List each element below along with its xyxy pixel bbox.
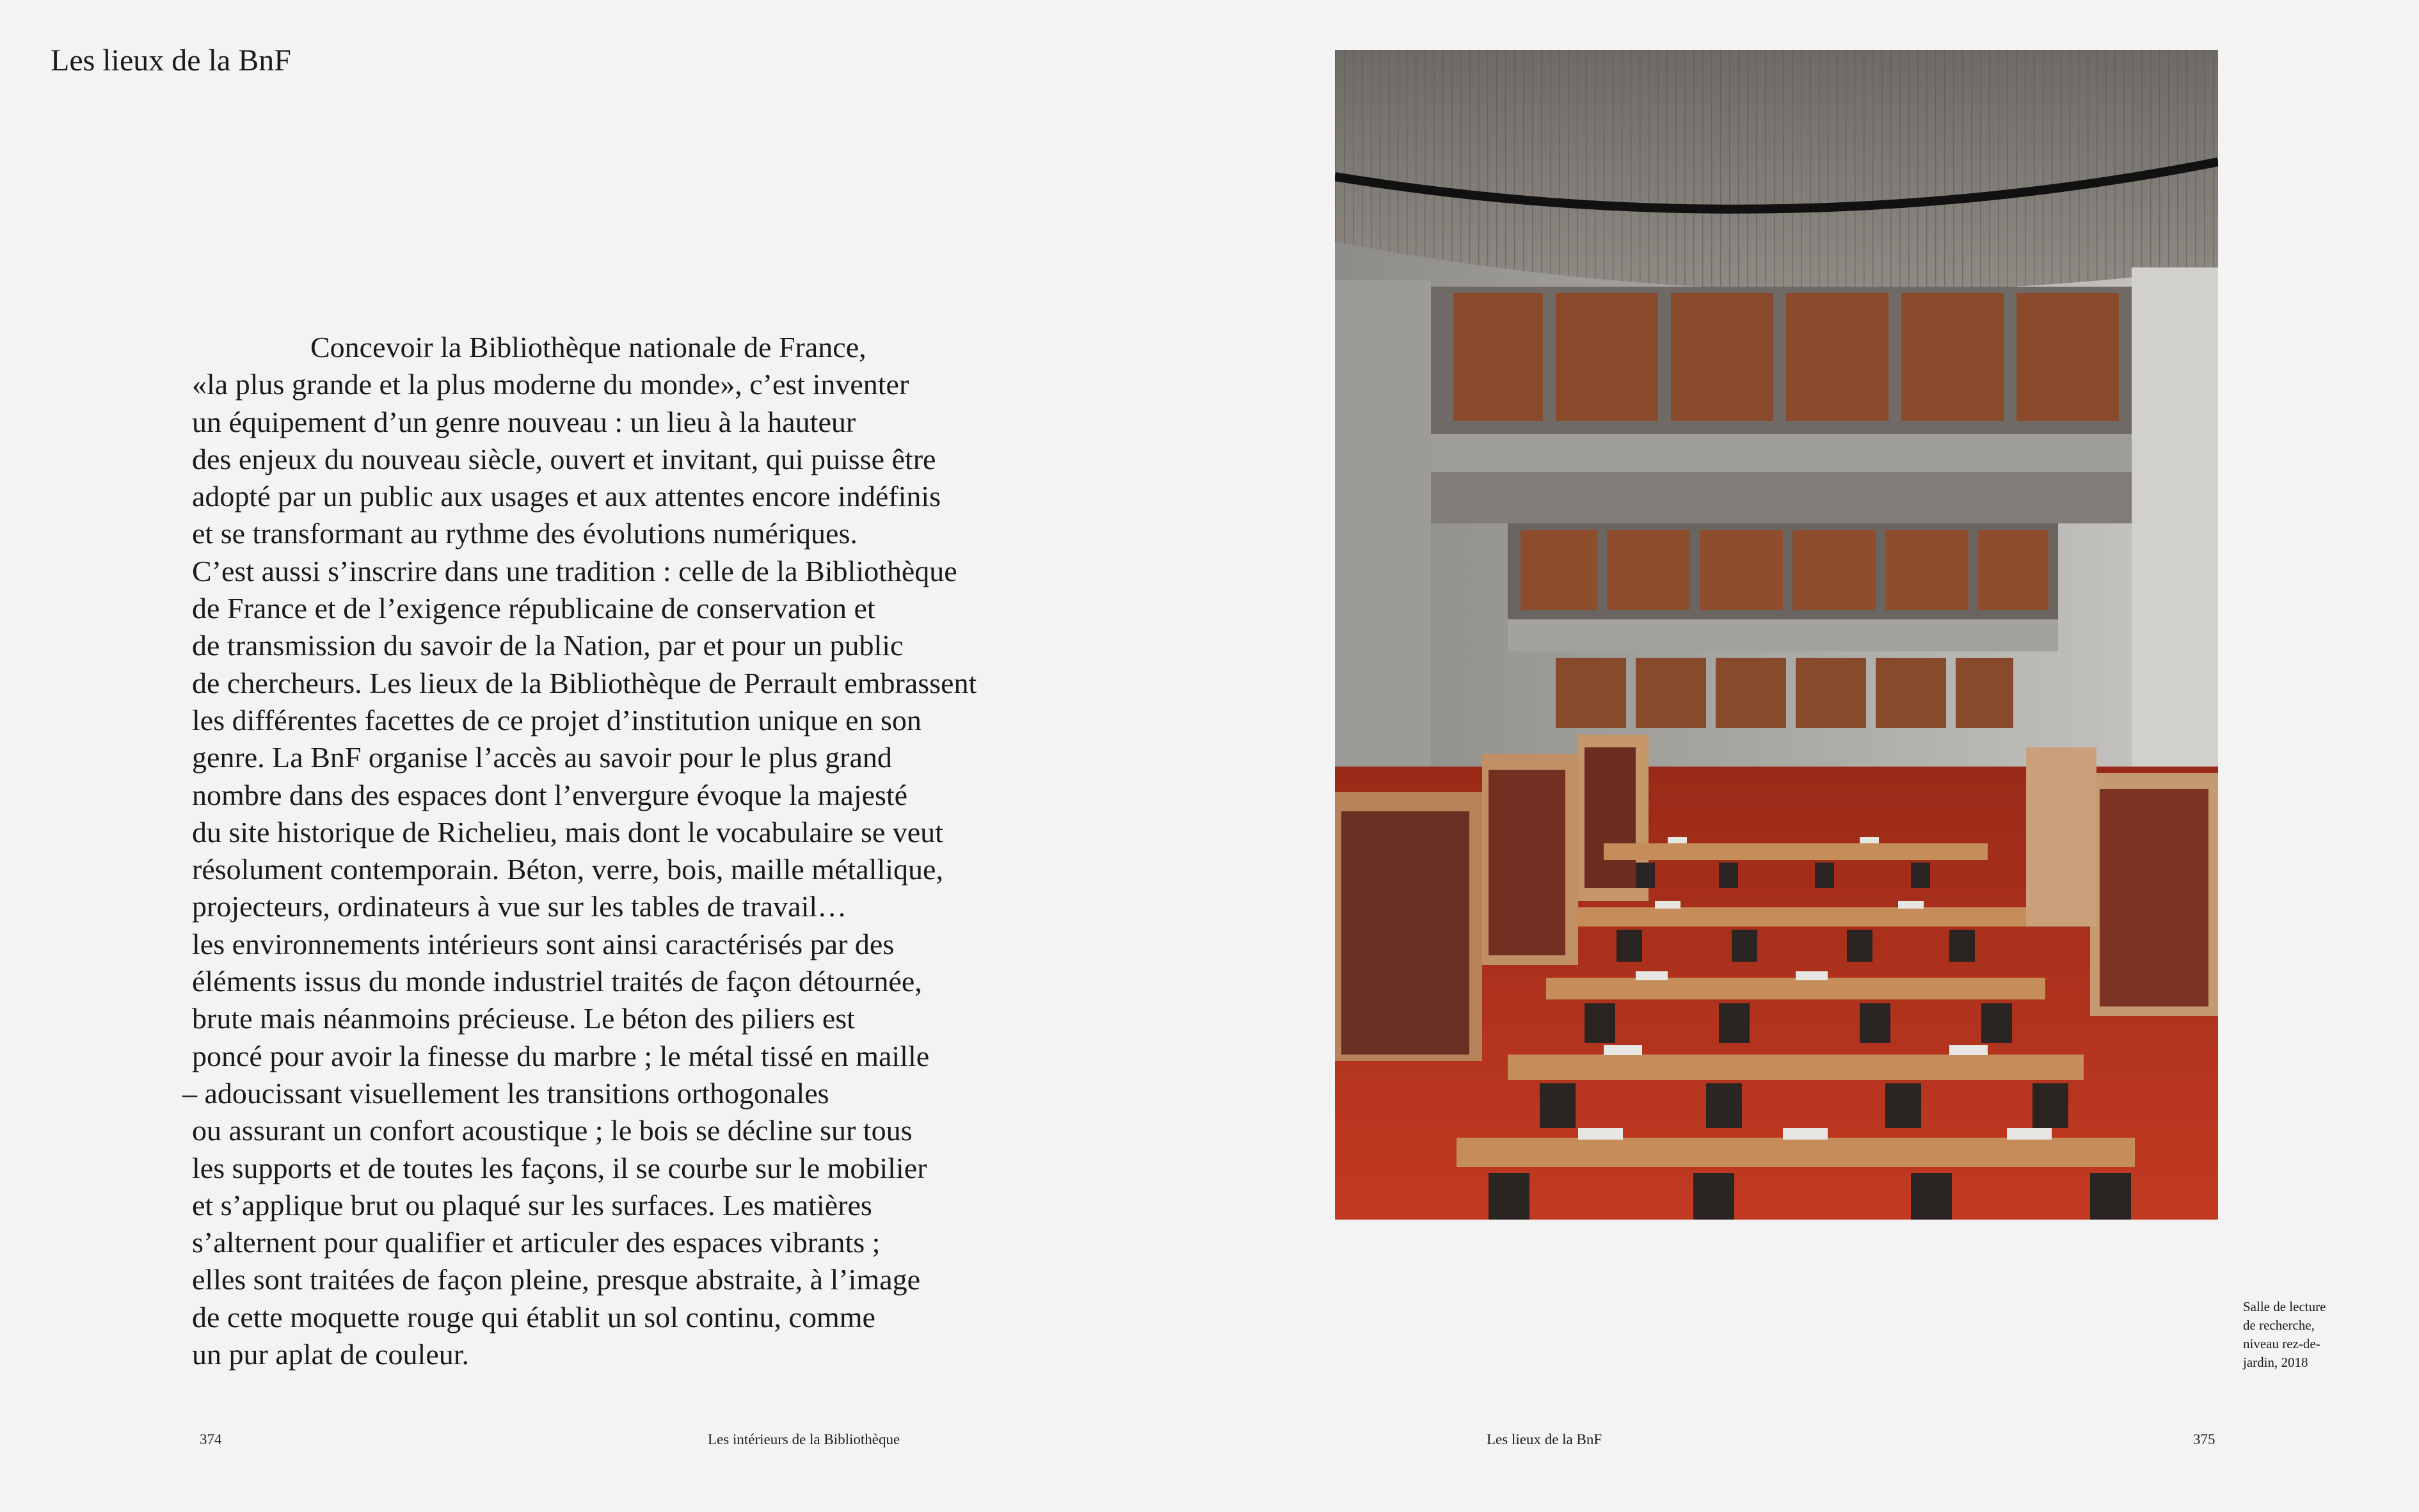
text-line: – adoucissant visuellement les transitions orthogonales [182,1076,829,1110]
text-line: les supports et de toutes les façons, il se courbe sur le mobilier [192,1151,927,1184]
photo-caption [2243,1298,2371,1372]
text-line: brute mais néanmoins précieuse. Le béton des piliers est [192,1002,855,1035]
text-line: de France et de l’exigence républicaine de conservation et [192,592,875,625]
footer-title-right: Les lieux de la BnF [1487,1431,1602,1447]
text-line: les environnements intérieurs sont ainsi caractérisés par des [192,927,895,960]
text-line: éléments issus du monde industriel traités de façon détournée, [192,965,922,998]
text-line: de transmission du savoir de la Nation, par et pour un public [192,629,904,662]
text-line: adopté par un public aux usages et aux attentes encore indéfinis [192,480,941,513]
reading-room-photo [1335,50,2218,1220]
text-line: poncé pour avoir la finesse du marbre ; le métal tissé en maille [192,1039,930,1072]
text-line: et se transformant au rythme des évolutions numériques. [192,517,858,550]
text-line: et s’applique brut ou plaqué sur les surfaces. Les matières [192,1188,872,1222]
text-line: Concevoir la Bibliothèque nationale de France, [310,331,866,363]
page-number-left: 374 [200,1431,222,1447]
text-line: des enjeux du nouveau siècle, ouvert et invitant, qui puisse être [192,442,936,475]
text-line: ou assurant un confort acoustique ; le bois se décline sur tous [192,1114,913,1147]
caption-line: jardin, 2018 [2243,1355,2308,1370]
reading-room-illustration [1335,50,2218,1220]
text-line: de chercheurs. Les lieux de la Bibliothèque de Perrault embrassent [192,666,977,699]
running-title: Les lieux de la BnF [51,44,291,77]
text-line: un pur aplat de couleur. [192,1338,470,1371]
text-line: C’est aussi s’inscrire dans une tradition : celle de la Bibliothèque [192,554,957,587]
text-line: nombre dans des espaces dont l’envergure évoque la majesté [192,778,908,811]
caption-line: de recherche, [2243,1317,2315,1333]
text-line: résolument contemporain. Béton, verre, bois, maille métallique, [192,853,943,886]
caption-line: niveau rez-de- [2243,1336,2320,1351]
page-number-right: 375 [2193,1431,2215,1447]
caption-line: Salle de lecture [2243,1299,2326,1314]
text-line: les différentes facettes de ce projet d’institution unique en son [192,703,922,736]
text-line: du site historique de Richelieu, mais dont le vocabulaire se veut [192,815,943,848]
text-line: genre. La BnF organise l’accès au savoir pour le plus grand [192,741,892,774]
text-line: elles sont traitées de façon pleine, presque abstraite, à l’image [192,1263,921,1296]
text-line: de cette moquette rouge qui établit un sol continu, comme [192,1300,875,1333]
body-text [182,329,1126,1373]
text-line: projecteurs, ordinateurs à vue sur les tables de travail… [192,890,847,923]
text-line: s’alternent pour qualifier et articuler des espaces vibrants ; [192,1226,881,1259]
text-line: un équipement d’un genre nouveau : un lieu à la hauteur [192,405,856,438]
text-line: «la plus grande et la plus moderne du monde», c’est inventer [192,368,909,401]
footer-title-left: Les intérieurs de la Bibliothèque [708,1431,900,1447]
